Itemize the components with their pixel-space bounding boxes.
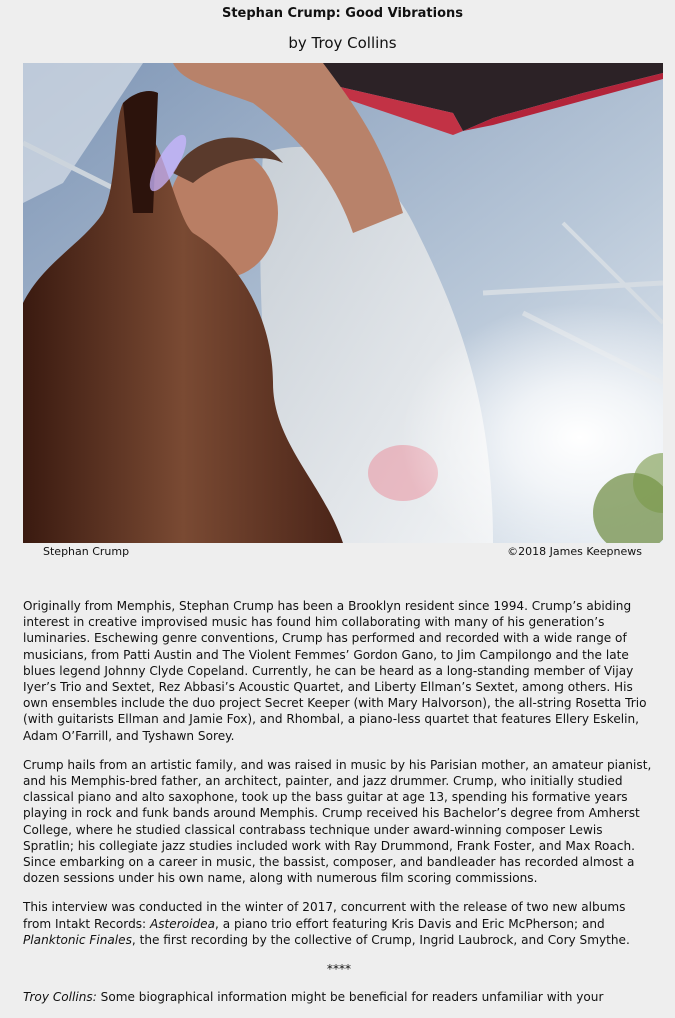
paragraph-3-text-b: , a piano trio effort featuring Kris Davis and Eric McPherson; and bbox=[215, 916, 605, 931]
paragraph-3-text-c: , the first recording by the collective of Crump, Ingrid Laubrock, and Cory Smythe. bbox=[131, 932, 630, 947]
paragraph-1: Originally from Memphis, Stephan Crump has been a Brooklyn resident since 1994. Crump’s abiding interest in creative improvised music has found him collaborating with many of his generation’s luminaries. Eschewing genre conventions, Crump has performed and recorded with a wide range of musicians, from Patti Austin and The Violent Femmes’ Gordon Gano, to Jim Campilongo and the late blues legend Johnny Clyde Copeland. Currently, he can be heard as a long-standing member of Vijay Iyer’s Trio and Sextet, Rez Abbasi’s Acoustic Quartet, and Liberty Ellman’s Sextet, among others. His own ensembles include the duo project Secret Keeper (with Mary Halvorson), the all-string Rosetta Trio (with guitarists Ellman and Jamie Fox), and Rhombal, a piano-less quartet that features Ellery Eskelin, Adam O’Farrill, and Tyshawn Sorey. bbox=[23, 599, 647, 743]
paragraph-3 bbox=[23, 899, 655, 948]
section-separator: **** bbox=[326, 962, 352, 977]
interviewer-name: Troy Collins: bbox=[23, 990, 97, 1005]
article-title: Stephan Crump: Good Vibrations bbox=[221, 6, 464, 21]
paragraph-2: Crump hails from an artistic family, and was raised in music by his Parisian mother, an amateur pianist, and his Memphis-bred father, an architect, painter, and jazz drummer. Crump, who initially studied classical piano and alto saxophone, took up the bass guitar at age 13, spending his formative years playing in rock and funk bands around Memphis. Crump received his Bachelor’s degree from Amherst College, where he studied classical contrabass technique under award-winning composer Lewis Spratlin; his collegiate jazz studies included work with Ray Drummond, Frank Foster, and Max Roach. Since embarking on a career in music, the bassist, composer, and bandleader has recorded almost a dozen sessions under his own name, along with numerous film scoring commissions. bbox=[23, 757, 652, 886]
article-body bbox=[23, 598, 655, 1018]
photo-caption-subject: Stephan Crump bbox=[43, 545, 130, 558]
interview-question-text: Some biographical information might be beneficial for readers unfamiliar with your bbox=[96, 990, 604, 1005]
album-title-planktonic-finales: Planktonic Finales bbox=[23, 932, 132, 947]
article-photo bbox=[23, 63, 663, 543]
photo-credit: ©2018 James Keepnews bbox=[507, 545, 642, 558]
paragraph-3-text-a: This interview was conducted in the winter of 2017, concurrent with the release of two new albums from Intakt Records: bbox=[23, 900, 626, 931]
article-byline: by Troy Collins bbox=[288, 34, 397, 52]
interview-question bbox=[23, 989, 655, 1005]
album-title-asteroidea: Asteroidea bbox=[149, 916, 215, 931]
